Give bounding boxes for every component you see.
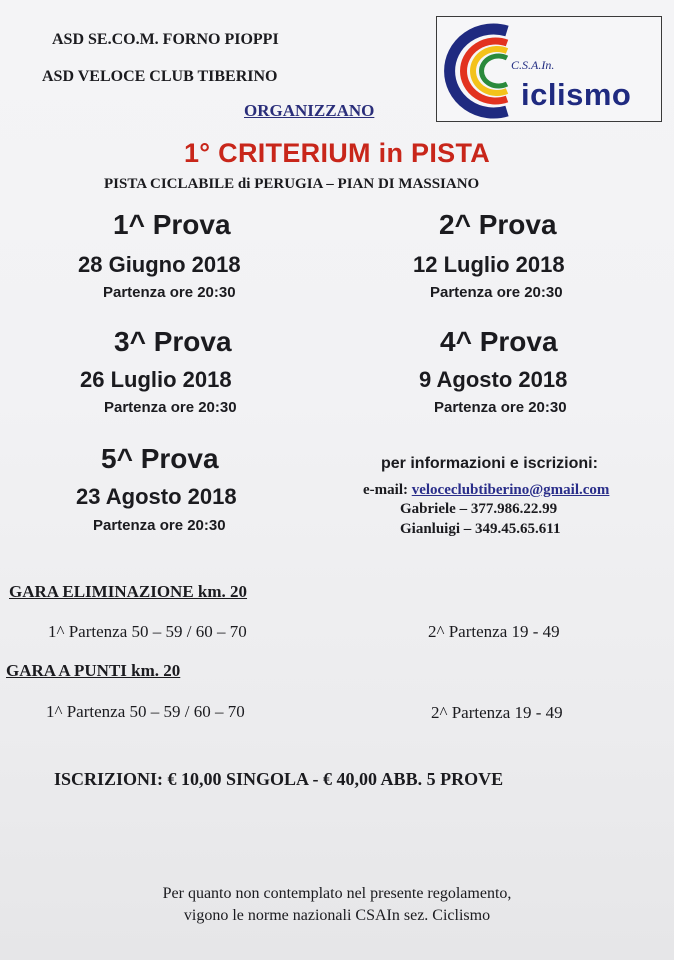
contact-gianluigi: Gianluigi – 349.45.65.611 <box>400 521 561 537</box>
round-3-start: Partenza ore 20:30 <box>104 399 237 416</box>
round-4-date: 9 Agosto 2018 <box>419 367 568 392</box>
footer-line-2: vigono le norme nazionali CSAIn sez. Ciclismo <box>183 907 491 924</box>
info-heading: per informazioni e iscrizioni: <box>381 455 598 472</box>
round-5-date: 23 Agosto 2018 <box>76 484 237 509</box>
round-5-title: 5^ Prova <box>101 443 219 474</box>
race-elimination-title: GARA ELIMINAZIONE km. 20 <box>9 582 248 601</box>
event-venue: PISTA CICLABILE di PERUGIA – PIAN DI MASSIANO <box>104 176 480 192</box>
organizzano-label: ORGANIZZANO <box>244 101 375 120</box>
email-label: e-mail: <box>363 482 408 498</box>
logo-word: iclismo <box>521 77 632 112</box>
logo-graphic <box>437 17 661 121</box>
email-line <box>363 482 609 499</box>
round-5-start: Partenza ore 20:30 <box>93 517 226 534</box>
csain-ciclismo-logo <box>436 16 662 122</box>
round-1-start: Partenza ore 20:30 <box>103 284 236 301</box>
race-points-title: GARA A PUNTI km. 20 <box>6 661 181 680</box>
round-2-start: Partenza ore 20:30 <box>430 284 563 301</box>
registration-fees: ISCRIZIONI: € 10,00 SINGOLA - € 40,00 ABB. 5 PROVE <box>54 769 504 789</box>
contact-gabriele: Gabriele – 377.986.22.99 <box>400 501 558 517</box>
round-3-title: 3^ Prova <box>114 326 232 357</box>
logo-arc-green <box>482 56 507 86</box>
race-elimination-start-1: 1^ Partenza 50 – 59 / 60 – 70 <box>48 622 247 641</box>
round-2-date: 12 Luglio 2018 <box>413 252 565 277</box>
email-link[interactable]: veloceclubtiberino@gmail.com <box>411 482 610 498</box>
footer-note <box>0 883 674 927</box>
race-points-start-2: 2^ Partenza 19 - 49 <box>431 703 563 722</box>
event-title: 1° CRITERIUM in PISTA <box>183 138 491 168</box>
logo-csain-text: C.S.A.In. <box>511 58 555 72</box>
race-points-start-1: 1^ Partenza 50 – 59 / 60 – 70 <box>46 702 245 721</box>
round-1-title: 1^ Prova <box>113 209 231 240</box>
round-3-date: 26 Luglio 2018 <box>80 367 232 392</box>
round-1-date: 28 Giugno 2018 <box>78 252 241 277</box>
round-4-start: Partenza ore 20:30 <box>434 399 567 416</box>
organizer-2: ASD VELOCE CLUB TIBERINO <box>42 68 278 85</box>
round-2-title: 2^ Prova <box>439 209 557 240</box>
footer-line-1: Per quanto non contemplato nel presente regolamento, <box>162 885 512 902</box>
race-elimination-start-2: 2^ Partenza 19 - 49 <box>428 622 560 641</box>
round-4-title: 4^ Prova <box>440 326 558 357</box>
organizer-1: ASD SE.CO.M. FORNO PIOPPI <box>52 31 279 48</box>
